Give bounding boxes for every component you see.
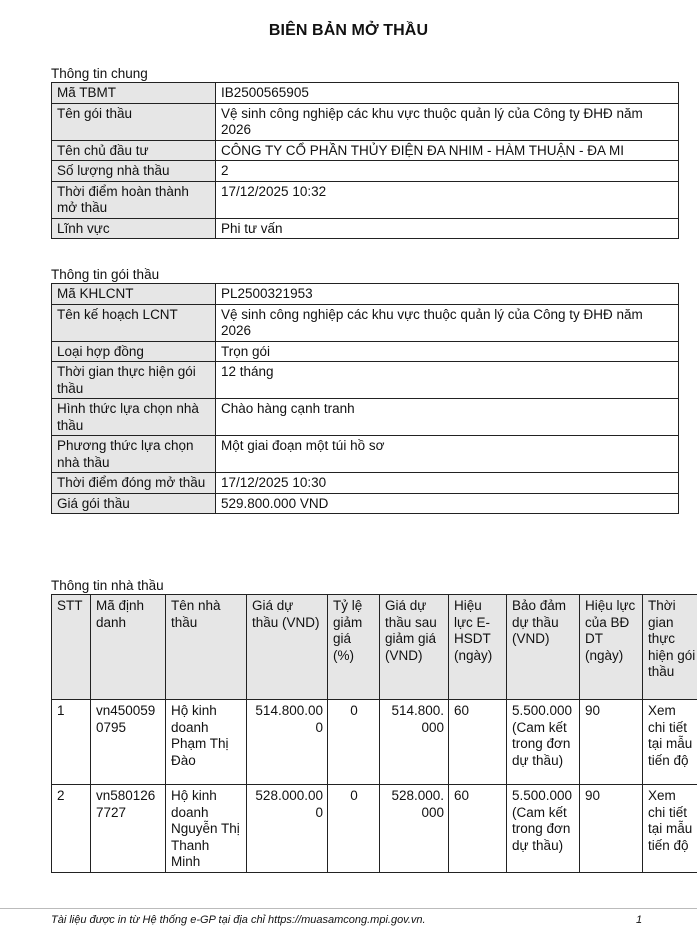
table-row bbox=[52, 304, 679, 341]
table-row bbox=[52, 83, 679, 104]
row-value: Trọn gói bbox=[216, 341, 679, 362]
row-value: CÔNG TY CỔ PHẦN THỦY ĐIỆN ĐA NHIM - HÀM THUẬN - ĐA MI bbox=[216, 140, 679, 161]
row-value: 12 tháng bbox=[216, 362, 679, 399]
row-key: Phương thức lựa chọn nhà thầu bbox=[52, 436, 216, 473]
table-row bbox=[52, 436, 679, 473]
column-header: Giá dự thầu (VND) bbox=[247, 595, 328, 700]
discount-cell: 0 bbox=[328, 700, 380, 785]
table-row bbox=[52, 700, 697, 785]
code-cell: vn5801267727 bbox=[91, 785, 166, 873]
table-row bbox=[52, 341, 679, 362]
name-cell: Hộ kinh doanh Phạm Thị Đào bbox=[166, 700, 247, 785]
column-header: Tên nhà thầu bbox=[166, 595, 247, 700]
validity-cell: 60 bbox=[449, 785, 507, 873]
security-validity-cell: 90 bbox=[580, 785, 643, 873]
row-value: Một giai đoạn một túi hồ sơ bbox=[216, 436, 679, 473]
column-header: Hiệu lực E-HSDT (ngày) bbox=[449, 595, 507, 700]
footer-source-text: Tài liệu được in từ Hệ thống e-GP tại địa chỉ https://muasamcong.mpi.gov.vn. bbox=[51, 914, 426, 926]
table-row bbox=[52, 785, 697, 873]
security-cell: 5.500.000 (Cam kết trong đơn dự thầu) bbox=[507, 785, 580, 873]
row-key: Tên gói thầu bbox=[52, 103, 216, 140]
table-row bbox=[52, 181, 679, 218]
security-cell: 5.500.000 (Cam kết trong đơn dự thầu) bbox=[507, 700, 580, 785]
stt-cell: 2 bbox=[52, 785, 91, 873]
package-section-label: Thông tin gói thầu bbox=[51, 267, 160, 282]
row-key: Hình thức lựa chọn nhà thầu bbox=[52, 399, 216, 436]
bidders-section-label: Thông tin nhà thầu bbox=[51, 578, 164, 593]
duration-cell: Xem chi tiết tại mẫu tiến độ bbox=[643, 700, 697, 785]
table-header-row bbox=[52, 595, 697, 700]
name-cell: Hộ kinh doanh Nguyễn Thị Thanh Minh bbox=[166, 785, 247, 873]
document-title: BIÊN BẢN MỞ THẦU bbox=[268, 22, 429, 39]
footer-divider bbox=[0, 908, 697, 909]
validity-cell: 60 bbox=[449, 700, 507, 785]
price-after-cell: 528.000.000 bbox=[380, 785, 449, 873]
table-row bbox=[52, 362, 679, 399]
row-value: 2 bbox=[216, 161, 679, 182]
column-header: STT bbox=[52, 595, 91, 700]
price-cell: 514.800.000 bbox=[247, 700, 328, 785]
table-row bbox=[52, 284, 679, 305]
row-value: 17/12/2025 10:32 bbox=[216, 181, 679, 218]
table-row bbox=[52, 140, 679, 161]
row-key: Mã KHLCNT bbox=[52, 284, 216, 305]
row-value: Chào hàng cạnh tranh bbox=[216, 399, 679, 436]
row-key: Thời điểm đóng mở thầu bbox=[52, 473, 216, 494]
column-header: Giá dự thầu sau giảm giá (VND) bbox=[380, 595, 449, 700]
row-key: Loại hợp đồng bbox=[52, 341, 216, 362]
general-info-table bbox=[51, 82, 679, 239]
row-value: PL2500321953 bbox=[216, 284, 679, 305]
row-key: Giá gói thầu bbox=[52, 493, 216, 514]
table-row bbox=[52, 218, 679, 239]
column-header: Mã định danh bbox=[91, 595, 166, 700]
row-value: Phi tư vấn bbox=[216, 218, 679, 239]
row-key: Mã TBMT bbox=[52, 83, 216, 104]
code-cell: vn4500590795 bbox=[91, 700, 166, 785]
column-header: Bảo đảm dự thầu (VND) bbox=[507, 595, 580, 700]
price-cell: 528.000.000 bbox=[247, 785, 328, 873]
table-row bbox=[52, 103, 679, 140]
package-info-table bbox=[51, 283, 679, 514]
row-key: Tên kế hoạch LCNT bbox=[52, 304, 216, 341]
row-key: Tên chủ đầu tư bbox=[52, 140, 216, 161]
bidders-table bbox=[51, 594, 697, 873]
column-header: Thời gian thực hiện gói thầu bbox=[643, 595, 697, 700]
general-section-label: Thông tin chung bbox=[51, 66, 148, 81]
row-value: IB2500565905 bbox=[216, 83, 679, 104]
discount-cell: 0 bbox=[328, 785, 380, 873]
table-row bbox=[52, 493, 679, 514]
table-row bbox=[52, 161, 679, 182]
row-key: Số lượng nhà thầu bbox=[52, 161, 216, 182]
duration-cell: Xem chi tiết tại mẫu tiến độ bbox=[643, 785, 697, 873]
column-header: Tỷ lệ giảm giá (%) bbox=[328, 595, 380, 700]
row-key: Lĩnh vực bbox=[52, 218, 216, 239]
column-header: Hiệu lực của BĐ DT (ngày) bbox=[580, 595, 643, 700]
row-key: Thời điểm hoàn thành mở thầu bbox=[52, 181, 216, 218]
table-row bbox=[52, 473, 679, 494]
row-value: Vệ sinh công nghiệp các khu vực thuộc quản lý của Công ty ĐHĐ năm 2026 bbox=[216, 103, 679, 140]
page-number: 1 bbox=[636, 914, 643, 926]
table-row bbox=[52, 399, 679, 436]
row-value: 529.800.000 VND bbox=[216, 493, 679, 514]
row-value: Vệ sinh công nghiệp các khu vực thuộc quản lý của Công ty ĐHĐ năm 2026 bbox=[216, 304, 679, 341]
row-value: 17/12/2025 10:30 bbox=[216, 473, 679, 494]
row-key: Thời gian thực hiện gói thầu bbox=[52, 362, 216, 399]
price-after-cell: 514.800.000 bbox=[380, 700, 449, 785]
security-validity-cell: 90 bbox=[580, 700, 643, 785]
stt-cell: 1 bbox=[52, 700, 91, 785]
